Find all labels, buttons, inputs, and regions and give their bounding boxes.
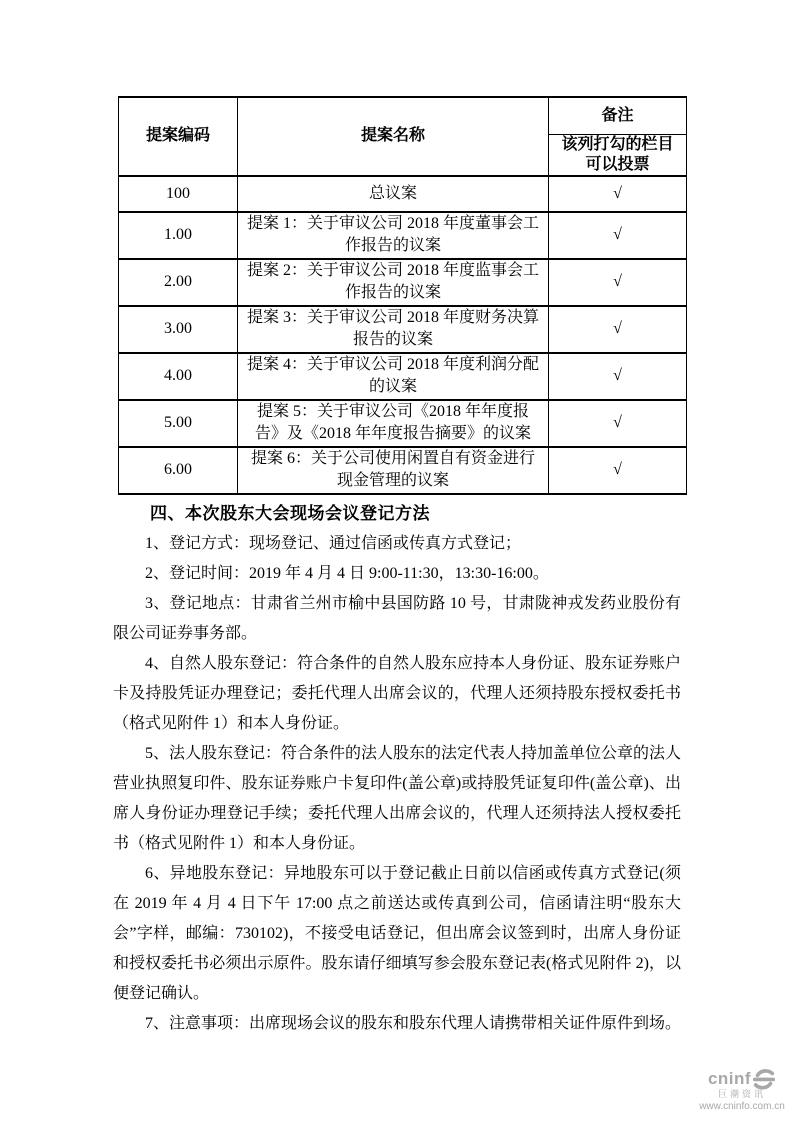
paragraph-remote-shareholder: 6、异地股东登记：异地股东可以于登记截止日前以信函或传真方式登记(须在 2019 年 4 月 4 日下午 17:00 点之前送达或传真到公司，信函请注明“股东大会”字样，邮编：730102)，不接受电话登记，但出席会议签到时，出席人身份证和授权委托书必须出示原件。股东请仔细填写参会股东登记表(格式见附件 2)，以便登记确认。	[113, 864, 681, 1002]
proposal-name-cell: 提案 5：关于审议公司《2018 年年度报告》及《2018 年年度报告摘要》的议案	[238, 400, 549, 447]
vote-checkmark: √	[549, 447, 687, 494]
table-row	[119, 306, 687, 353]
vote-checkmark: √	[549, 176, 687, 212]
paragraph-registration-place: 3、登记地点：甘肃省兰州市榆中县国防路 10 号，甘肃陇神戎发药业股份有限公司证券事务部。	[113, 594, 681, 642]
table-header-row	[119, 97, 687, 134]
document-content	[113, 96, 681, 1039]
header-proposal-name: 提案名称	[238, 97, 549, 176]
cninfo-brand-cn: 巨潮资讯	[717, 1089, 766, 1100]
cninfo-brand-text: cninf	[707, 1068, 752, 1088]
table-row	[119, 259, 687, 306]
proposal-table	[118, 96, 687, 495]
vote-checkmark: √	[549, 259, 687, 306]
table-row	[119, 176, 687, 212]
cninfo-logo	[696, 1067, 788, 1112]
paragraph-individual-shareholder: 4、自然人股东登记：符合条件的自然人股东应持本人身份证、股东证券账户卡及持股凭证办理登记；委托代理人出席会议的，代理人还须持股东授权委托书（格式见附件 1）和本人身份证。	[113, 654, 682, 732]
paragraph-registration-method: 1、登记方式：现场登记、通过信函或传真方式登记；	[145, 534, 522, 552]
proposal-name-cell: 提案 2：关于审议公司 2018 年度监事会工作报告的议案	[238, 259, 549, 306]
proposal-code-cell: 100	[119, 176, 238, 212]
proposal-name-cell: 提案 4：关于审议公司 2018 年度利润分配的议案	[238, 353, 549, 400]
table-row	[119, 212, 687, 259]
paragraph-registration-time: 2、登记时间：2019 年 4 月 4 日 9:00-11:30，13:30-16:00。	[145, 564, 549, 582]
table-row	[119, 447, 687, 494]
proposal-code-cell: 1.00	[119, 212, 238, 259]
proposal-code-cell: 5.00	[119, 400, 238, 447]
vote-checkmark: √	[549, 400, 687, 447]
vote-checkmark: √	[549, 306, 687, 353]
table-row	[119, 400, 687, 447]
vote-checkmark: √	[549, 212, 687, 259]
vote-checkmark: √	[549, 353, 687, 400]
proposal-code-cell: 4.00	[119, 353, 238, 400]
proposal-name-cell: 提案 1：关于审议公司 2018 年度董事会工作报告的议案	[238, 212, 549, 259]
proposal-code-cell: 3.00	[119, 306, 238, 353]
proposal-code-cell: 6.00	[119, 447, 238, 494]
cninfo-logo-row	[696, 1067, 788, 1091]
proposal-code-cell: 2.00	[119, 259, 238, 306]
paragraph-notes: 7、注意事项：出席现场会议的股东和股东代理人请携带相关证件原件到场。	[145, 1014, 682, 1032]
cninfo-url: www.cninfo.com.cn	[699, 1101, 785, 1112]
cninfo-swirl-icon	[752, 1067, 776, 1091]
proposal-name-cell: 总议案	[238, 176, 549, 212]
proposal-name-cell: 提案 3：关于审议公司 2018 年度财务决算报告的议案	[238, 306, 549, 353]
paragraph-corporate-shareholder: 5、法人股东登记：符合条件的法人股东的法定代表人持加盖单位公章的法人营业执照复印件、股东证券账户卡复印件(盖公章)或持股凭证复印件(盖公章)、出席人身份证办理登记手续；委托代理人出席会议的，代理人还须持法人授权委托书（格式见附件 1）和本人身份证。	[113, 744, 682, 852]
section-heading: 四、本次股东大会现场会议登记方法	[150, 503, 430, 523]
table-row	[119, 353, 687, 400]
header-remark-sub: 该列打勾的栏目可以投票	[549, 134, 687, 176]
proposal-name-cell: 提案 6：关于公司使用闲置自有资金进行现金管理的议案	[238, 447, 549, 494]
header-remark: 备注	[549, 97, 687, 134]
header-proposal-code: 提案编码	[119, 97, 238, 176]
